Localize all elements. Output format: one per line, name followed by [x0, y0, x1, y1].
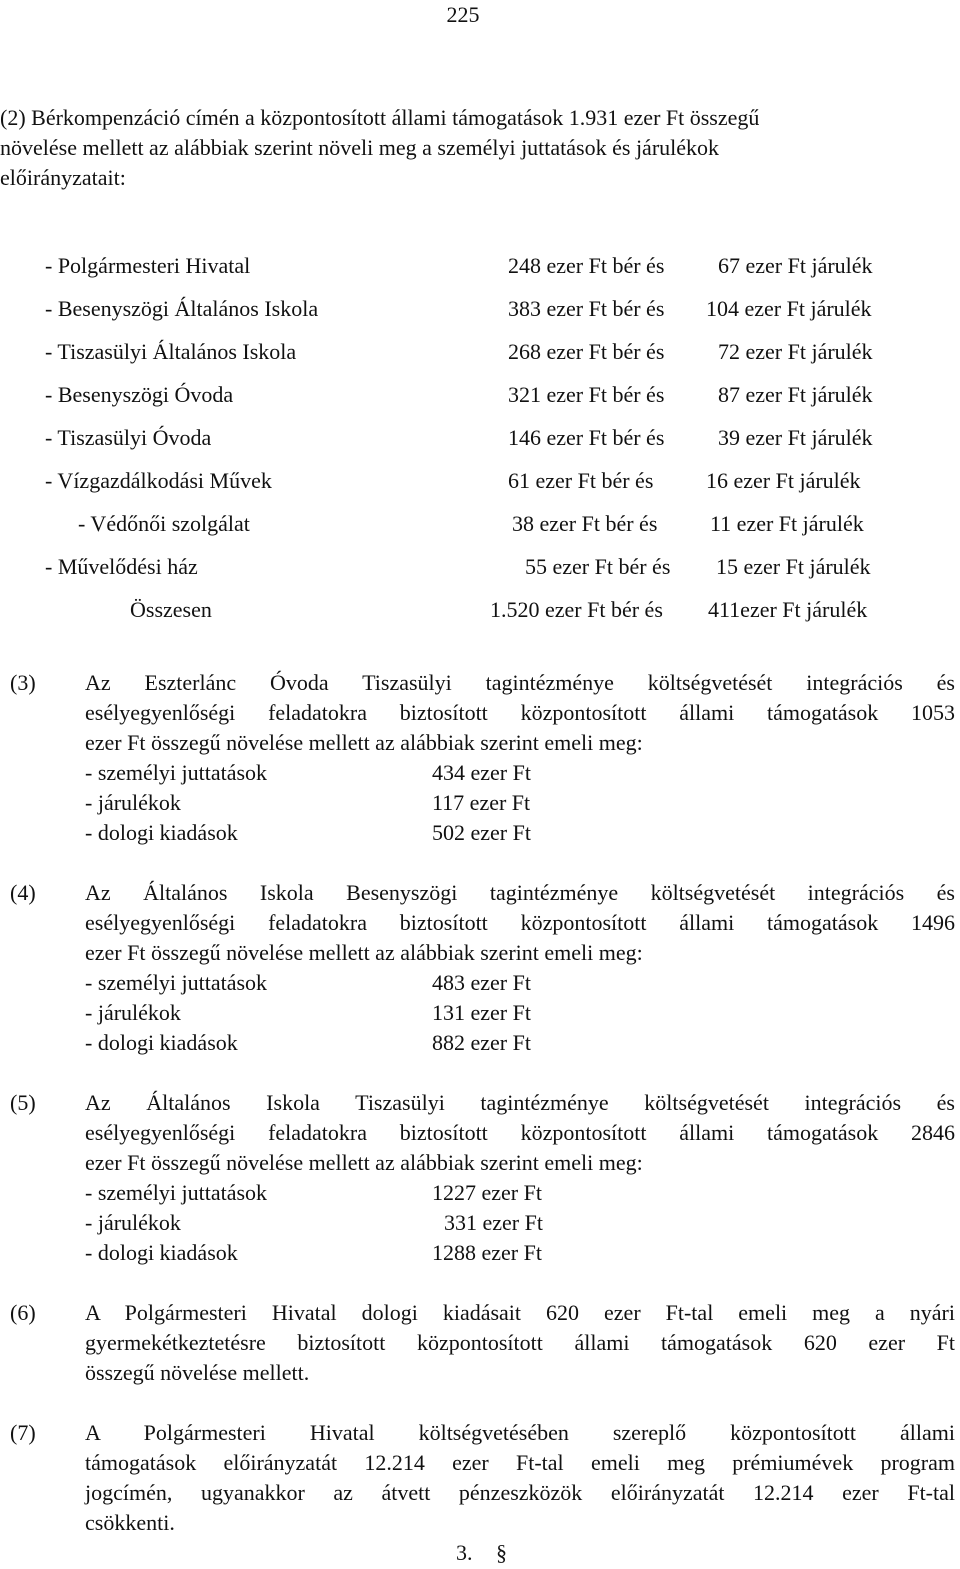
text-line: ezer Ft összegű növelése mellett az alábbiak szerint emeli meg:	[85, 940, 643, 965]
wage-amount: 55 ezer Ft bér és	[525, 554, 671, 579]
next-section-number: 3.	[456, 1540, 473, 1565]
table-row	[0, 466, 960, 496]
list-item	[85, 968, 955, 998]
wage-amount: 268 ezer Ft bér és	[508, 339, 665, 364]
text-line: Az Általános Iskola Besenyszögi tagintézménye költségvetését integrációs és	[85, 880, 955, 905]
text-line: csökkenti.	[85, 1510, 175, 1535]
item-label: - járulékok	[85, 1210, 181, 1235]
contribution-amount: 72 ezer Ft járulék	[718, 339, 873, 364]
item-label: - dologi kiadások	[85, 1240, 238, 1265]
contribution-amount: 39 ezer Ft járulék	[718, 425, 873, 450]
contribution-amount: 16 ezer Ft járulék	[706, 468, 861, 493]
institution-name: - Tiszasülyi Általános Iskola	[45, 339, 297, 364]
table-row	[0, 294, 960, 324]
text-line: összegű növelése mellett.	[85, 1360, 310, 1385]
item-label: - járulékok	[85, 790, 181, 815]
list-item	[85, 1178, 955, 1208]
item-label: - személyi juttatások	[85, 1180, 268, 1205]
section-number: (6)	[10, 1300, 36, 1325]
text-line: gyermekétkeztetésre biztosított központosított állami támogatások 620 ezer Ft	[85, 1330, 955, 1355]
wage-amount: 61 ezer Ft bér és	[508, 468, 654, 493]
wage-amount: 38 ezer Ft bér és	[512, 511, 658, 536]
text-line: esélyegyenlőségi feladatokra biztosított központosított állami támogatások 1496	[85, 910, 955, 935]
text-line: jogcímén, ugyanakkor az átvett pénzeszközök előirányzatát 12.214 ezer Ft-tal	[85, 1480, 955, 1505]
text-line: esélyegyenlőségi feladatokra biztosított központosított állami támogatások 2846	[85, 1120, 955, 1145]
institution-name: - Vízgazdálkodási Művek	[45, 468, 272, 493]
list-item	[85, 818, 955, 848]
item-value: 1288 ezer Ft	[432, 1240, 542, 1265]
list-item	[85, 1238, 955, 1268]
section-number: (7)	[10, 1420, 36, 1445]
item-value: 117 ezer Ft	[432, 790, 531, 815]
contribution-amount: 15 ezer Ft járulék	[716, 554, 871, 579]
wage-amount: 383 ezer Ft bér és	[508, 296, 665, 321]
table-row	[0, 251, 960, 281]
institution-name: - Besenyszögi Óvoda	[45, 382, 234, 407]
item-label: - dologi kiadások	[85, 820, 238, 845]
item-value: 483 ezer Ft	[432, 970, 531, 995]
text-line: ezer Ft összegű növelése mellett az alábbiak szerint emeli meg:	[85, 1150, 643, 1175]
text-line: A Polgármesteri Hivatal dologi kiadásait 620 ezer Ft-tal emeli meg a nyári	[85, 1300, 955, 1325]
institution-name: - Védőnői szolgálat	[78, 511, 250, 536]
wage-amount: 321 ezer Ft bér és	[508, 382, 665, 407]
table-row	[0, 423, 960, 453]
text-line: ezer Ft összegű növelése mellett az alábbiak szerint emeli meg:	[85, 730, 643, 755]
table-row-total	[0, 595, 960, 625]
text-line: előirányzatait:	[0, 165, 126, 190]
wage-amount: 1.520 ezer Ft bér és	[490, 597, 663, 622]
text-line: növelése mellett az alábbiak szerint növeli meg a személyi juttatások és járulékok	[0, 135, 720, 160]
contribution-amount: 67 ezer Ft járulék	[718, 253, 873, 278]
item-value: 502 ezer Ft	[432, 820, 531, 845]
wage-amount: 146 ezer Ft bér és	[508, 425, 665, 450]
item-value: 331 ezer Ft	[444, 1210, 543, 1235]
contribution-amount: 104 ezer Ft járulék	[706, 296, 872, 321]
institution-name: - Besenyszögi Általános Iskola	[45, 296, 319, 321]
wage-amount: 248 ezer Ft bér és	[508, 253, 665, 278]
section-number: (4)	[10, 880, 36, 905]
institution-name: - Tiszasülyi Óvoda	[45, 425, 212, 450]
contribution-amount: 87 ezer Ft járulék	[718, 382, 873, 407]
item-label: - járulékok	[85, 1000, 181, 1025]
page-number: 225	[446, 2, 480, 27]
institution-name: - Polgármesteri Hivatal	[45, 253, 251, 278]
item-value: 434 ezer Ft	[432, 760, 531, 785]
table-row	[0, 337, 960, 367]
section-number: (3)	[10, 670, 36, 695]
list-item	[85, 758, 955, 788]
section-symbol: §	[496, 1540, 507, 1565]
text-line: Az Eszterlánc Óvoda Tiszasülyi tagintézménye költségvetését integrációs és	[85, 670, 955, 695]
text-line: (2) Bérkompenzáció címén a központosított állami támogatások 1.931 ezer Ft összegű	[0, 105, 760, 130]
contribution-amount: 411ezer Ft járulék	[708, 597, 868, 622]
contribution-amount: 11 ezer Ft járulék	[710, 511, 864, 536]
text-line: Az Általános Iskola Tiszasülyi tagintézménye költségvetését integrációs és	[85, 1090, 955, 1115]
item-value: 131 ezer Ft	[432, 1000, 531, 1025]
item-value: 882 ezer Ft	[432, 1030, 531, 1055]
item-value: 1227 ezer Ft	[432, 1180, 542, 1205]
list-item	[85, 1208, 955, 1238]
item-label: - személyi juttatások	[85, 760, 268, 785]
section-2-intro	[0, 103, 930, 193]
table-row	[0, 380, 960, 410]
section-number: (5)	[10, 1090, 36, 1115]
text-line: esélyegyenlőségi feladatokra biztosított központosított állami támogatások 1053	[85, 700, 955, 725]
item-label: - dologi kiadások	[85, 1030, 238, 1055]
list-item	[85, 788, 955, 818]
list-item	[85, 998, 955, 1028]
institution-name: - Művelődési ház	[45, 554, 198, 579]
text-line: támogatások előirányzatát 12.214 ezer Ft-tal emeli meg prémiumévek program	[85, 1450, 955, 1475]
table-row	[0, 552, 960, 582]
list-item	[85, 1028, 955, 1058]
table-row	[0, 509, 960, 539]
total-label: Összesen	[130, 597, 212, 622]
item-label: - személyi juttatások	[85, 970, 268, 995]
text-line: A Polgármesteri Hivatal költségvetésében szereplő központosított állami	[85, 1420, 955, 1445]
